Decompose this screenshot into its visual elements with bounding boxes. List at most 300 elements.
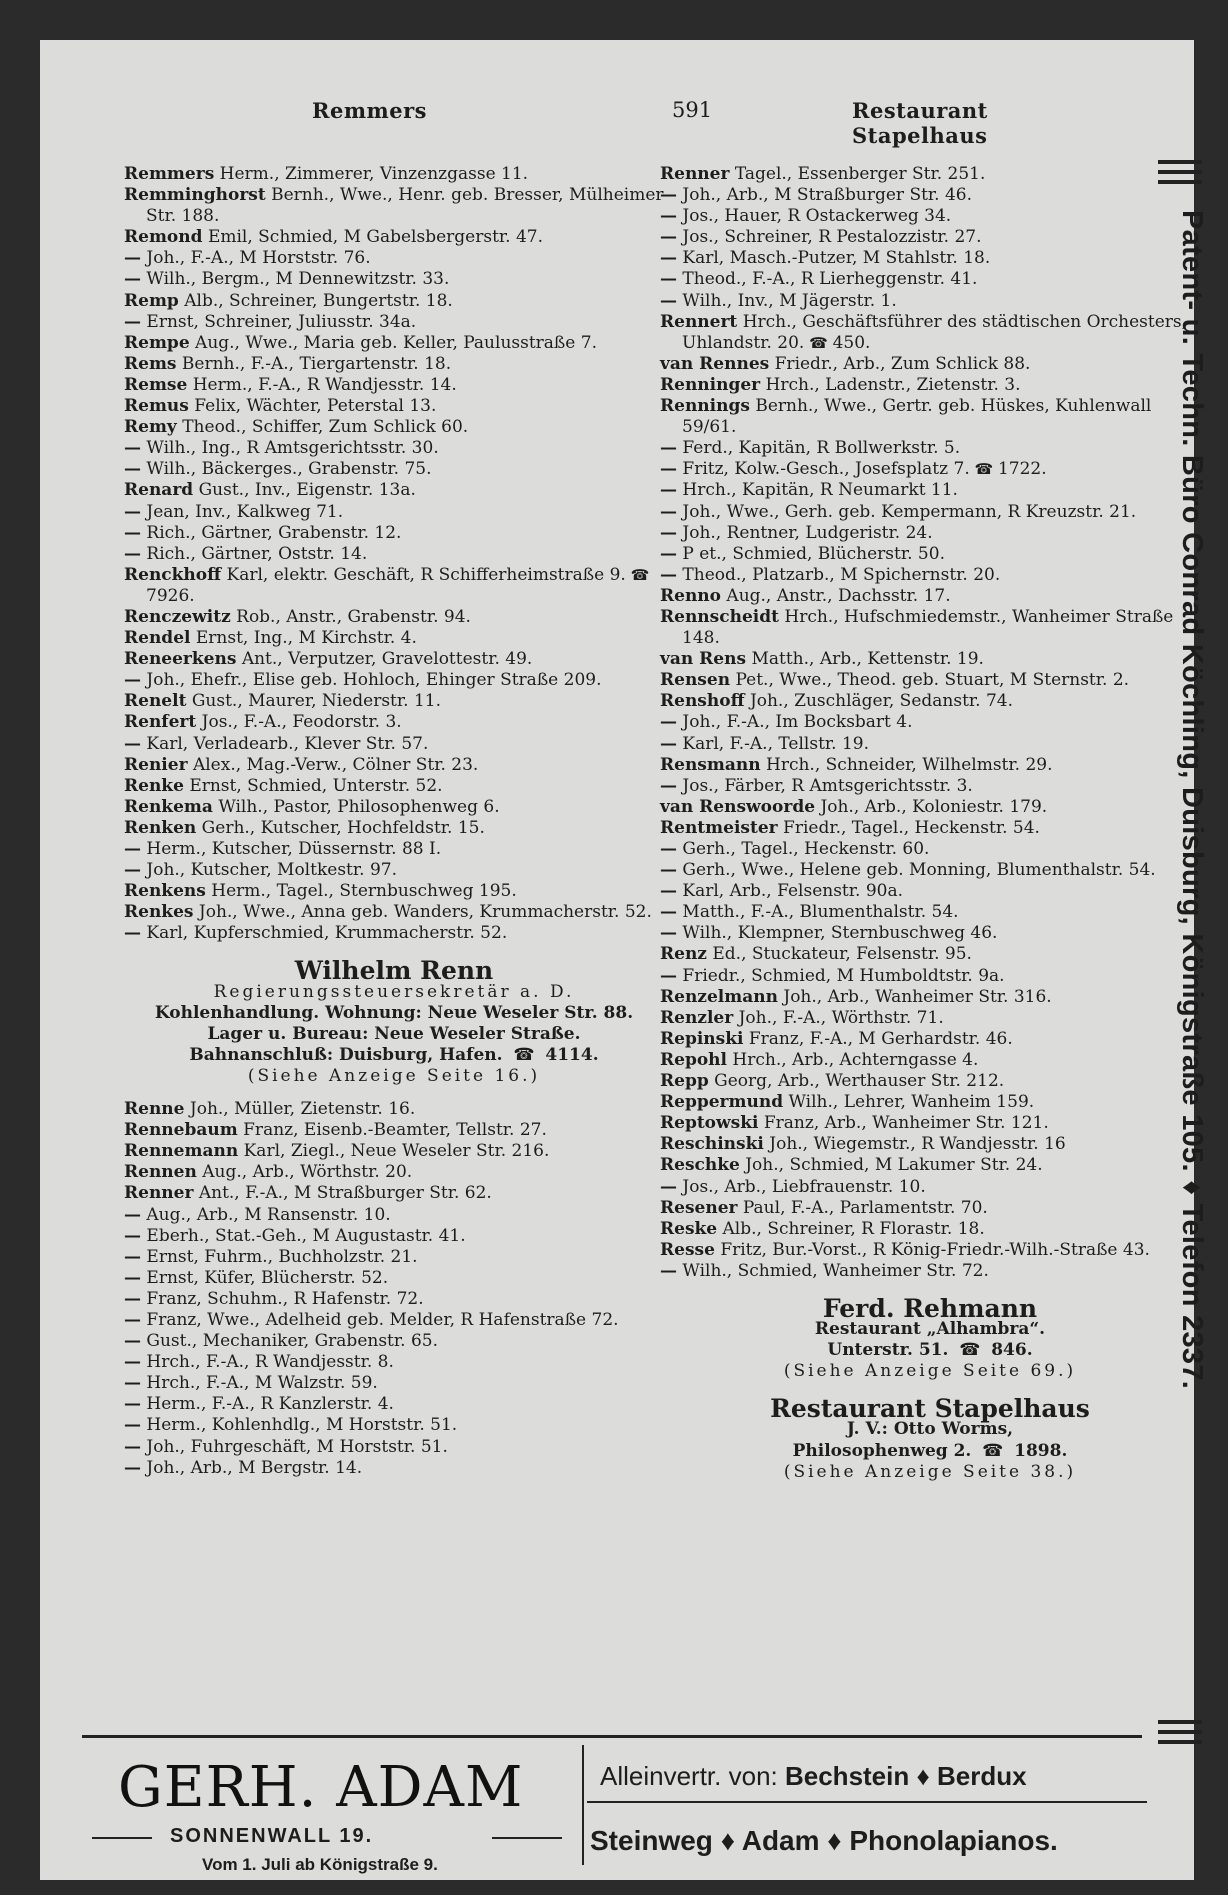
- ad-renn-phone: 4114.: [545, 1044, 599, 1065]
- entry-name: Reschke: [660, 1155, 740, 1176]
- entry-details: Wilh., Schmied, Wanheimer Str. 72.: [682, 1260, 989, 1281]
- right-column: [660, 164, 1200, 1495]
- entry-details: Joh., F.-A., Wörthstr. 71.: [738, 1007, 944, 1028]
- entry-details: Gerh., Wwe., Helene geb. Monning, Blumenthalstr. 54.: [682, 860, 1156, 881]
- entry-details: Pet., Wwe., Theod. geb. Stuart, M Sternstr. 2.: [735, 670, 1130, 691]
- entry-details: Fritz, Bur.-Vorst., R König-Friedr.-Wilh.-Straße 43.: [720, 1239, 1150, 1260]
- entry-name: —: [124, 543, 141, 564]
- entry-name: —: [660, 839, 677, 859]
- list-item: [660, 480, 1200, 501]
- list-item: [124, 396, 664, 417]
- list-item: [124, 923, 664, 944]
- left-entry-list-2: [124, 1099, 664, 1479]
- list-item: [124, 1247, 664, 1268]
- page-number: 591: [672, 98, 713, 122]
- entry-details: Matth., Arb., Kettenstr. 19.: [751, 649, 984, 670]
- entry-name: —: [660, 965, 677, 986]
- entry-details: Ernst, Fuhrm., Buchholzstr. 21.: [146, 1246, 418, 1267]
- divider: [587, 1801, 1147, 1803]
- list-item: [124, 1331, 664, 1352]
- side-ad-text: Patent- u. Techn. Büro Conrad Köchling, Duisburg, Königstraße 105. ♦ Telefon 2337.: [1176, 210, 1208, 1390]
- entry-name: —: [660, 881, 677, 902]
- entry-name: Resener: [660, 1197, 738, 1218]
- list-item: [660, 944, 1200, 965]
- entry-details: Tagel., Essenberger Str. 251.: [734, 164, 986, 184]
- entry-name: Renckhoff: [124, 564, 222, 585]
- ad-stapelhaus-line2: Philosophenweg 2.: [792, 1440, 972, 1461]
- list-item: [660, 1134, 1200, 1155]
- entry-details: Gust., Inv., Eigenstr. 13a.: [198, 480, 416, 501]
- entry-details: Karl, elektr. Geschäft, R Schifferheimstraße 9.: [226, 564, 626, 585]
- entry-details: Joh., Arb., Koloniestr. 179.: [820, 796, 1048, 817]
- entry-details: Alb., Schreiner, R Florastr. 18.: [722, 1218, 985, 1239]
- entry-details: Ernst, Ing., M Kirchstr. 4.: [195, 628, 417, 649]
- entry-details: Joh., Wiegemstr., R Wandjesstr. 16: [769, 1134, 1066, 1155]
- entry-name: Remus: [124, 396, 189, 417]
- entry-name: Renken: [124, 817, 197, 838]
- ad-rehmann-see: (Siehe Anzeige Seite 69.): [783, 1361, 1077, 1382]
- entry-name: —: [660, 248, 677, 269]
- list-item: [660, 523, 1200, 544]
- list-item: [660, 607, 1200, 649]
- list-item: [660, 586, 1200, 607]
- entry-details: Hrch., Hufschmiedemstr., Wanheimer Straße 148.: [682, 606, 1174, 649]
- list-item: [124, 1415, 664, 1436]
- entry-name: Renno: [660, 585, 722, 606]
- list-item: [124, 248, 664, 269]
- left-entry-list: [124, 164, 664, 944]
- entry-name: Rems: [124, 353, 177, 374]
- list-item: [124, 164, 664, 185]
- ad-wilhelm-renn: [124, 956, 664, 1087]
- ad-ferd-rehmann: [660, 1293, 1200, 1382]
- entry-name: Renner: [124, 1183, 194, 1204]
- entry-details: Franz, Eisenb.-Beamter, Tellstr. 27.: [243, 1120, 547, 1141]
- footer-brand: GERH. ADAM: [118, 1755, 524, 1820]
- entry-details: Jean, Inv., Kalkweg 71.: [146, 501, 344, 522]
- entry-name: Repinski: [660, 1028, 744, 1049]
- list-item: [660, 776, 1200, 797]
- list-item: [124, 649, 664, 670]
- entry-details: Alex., Mag.-Verw., Cölner Str. 23.: [192, 754, 479, 775]
- entry-name: —: [124, 1288, 141, 1309]
- list-item: [660, 164, 1200, 185]
- entry-name: Reneerkens: [124, 649, 237, 670]
- entry-phone: 450.: [832, 332, 871, 353]
- list-item: [660, 248, 1200, 269]
- list-item: [660, 1177, 1200, 1198]
- entry-details: Karl, Masch.-Putzer, M Stahlstr. 18.: [682, 248, 991, 269]
- side-advertisement: [1150, 130, 1210, 1780]
- list-item: [660, 839, 1200, 860]
- header-right-keyword: Restaurant Stapelhaus: [852, 98, 988, 148]
- entry-name: —: [124, 839, 141, 859]
- entry-details: Franz, F.-A., M Gerhardstr. 46.: [748, 1028, 1013, 1049]
- entry-name: —: [124, 1394, 141, 1415]
- list-item: [660, 1050, 1200, 1071]
- entry-details: Joh., Wwe., Gerh. geb. Kempermann, R Kreuzstr. 21.: [682, 501, 1137, 522]
- list-item: [124, 1141, 664, 1162]
- entry-details: Wilh., Klempner, Sternbuschweg 46.: [682, 923, 998, 944]
- entry-name: —: [660, 459, 677, 480]
- right-entry-list: [660, 164, 1200, 1282]
- entry-name: —: [124, 733, 141, 754]
- list-item: [124, 1268, 664, 1289]
- entry-name: —: [660, 227, 677, 248]
- list-item: [124, 459, 664, 480]
- entry-details: Ant., F.-A., M Straßburger Str. 62.: [198, 1183, 492, 1204]
- entry-details: Herm., Tagel., Sternbuschweg 195.: [211, 881, 517, 902]
- entry-name: Remy: [124, 417, 177, 438]
- entry-details: Georg, Arb., Werthauser Str. 212.: [714, 1071, 1005, 1092]
- telephone-icon: ☎: [625, 565, 650, 584]
- entry-details: Matth., F.-A., Blumenthalstr. 54.: [682, 902, 959, 923]
- entry-name: —: [124, 438, 141, 459]
- ad-rehmann-name: Ferd. Rehmann: [822, 1293, 1038, 1323]
- entry-name: —: [660, 712, 677, 733]
- entry-name: —: [124, 248, 141, 269]
- list-item: [124, 1226, 664, 1247]
- list-item: [124, 480, 664, 501]
- list-item: [124, 818, 664, 839]
- list-item: [660, 1219, 1200, 1240]
- entry-details: Joh., Ehefr., Elise geb. Hohloch, Ehinger Straße 209.: [146, 670, 602, 691]
- entry-details: Herm., Kohlenhdlg., M Horststr. 51.: [146, 1415, 458, 1436]
- entry-details: Wilh., Ing., R Amtsgerichtsstr. 30.: [146, 438, 439, 459]
- list-item: [660, 712, 1200, 733]
- list-item: [124, 417, 664, 438]
- divider: [492, 1837, 562, 1839]
- entry-details: Herm., Zimmerer, Vinzenzgasse 11.: [219, 164, 529, 184]
- divider: [1158, 180, 1202, 184]
- ad-renn-line2: Lager u. Bureau: Neue Weseler Straße.: [207, 1023, 581, 1044]
- list-item: [660, 1113, 1200, 1134]
- entry-details: Wilh., Lehrer, Wanheim 159.: [788, 1092, 1035, 1113]
- entry-details: Hrch., Kapitän, R Neumarkt 11.: [682, 480, 958, 501]
- entry-name: —: [660, 733, 677, 754]
- header-left-keyword: Remmers: [312, 98, 428, 123]
- entry-name: Rennen: [124, 1162, 197, 1183]
- list-item: [660, 396, 1200, 438]
- entry-details: Herm., Kutscher, Düssernstr. 88 I.: [146, 839, 442, 859]
- directory-page: [40, 40, 1208, 1880]
- ad-renn-line3: Bahnanschluß: Duisburg, Hafen.: [189, 1044, 503, 1065]
- entry-details: Hrch., F.-A., R Wandjesstr. 8.: [146, 1352, 394, 1373]
- list-item: [124, 333, 664, 354]
- list-item: [124, 776, 664, 797]
- list-item: [124, 312, 664, 333]
- entry-details: Wilh., Pastor, Philosophenweg 6.: [218, 796, 500, 817]
- entry-details: Friedr., Tagel., Heckenstr. 54.: [783, 817, 1040, 838]
- entry-details: Jos., Schreiner, R Pestalozzistr. 27.: [682, 227, 982, 248]
- entry-name: —: [660, 923, 677, 944]
- entry-details: Karl, Ziegl., Neue Weseler Str. 216.: [243, 1141, 550, 1162]
- divider: [1158, 1730, 1202, 1734]
- entry-name: —: [660, 564, 677, 585]
- entry-name: Rennebaum: [124, 1120, 238, 1141]
- entry-name: —: [124, 1309, 141, 1330]
- ad-stapelhaus-name: Restaurant Stapelhaus: [770, 1394, 1090, 1424]
- entry-name: van Rennes: [660, 353, 770, 374]
- entry-details: Joh., Arb., Wanheimer Str. 316.: [783, 986, 1052, 1007]
- entry-name: Renz: [660, 944, 707, 965]
- divider: [1158, 160, 1202, 164]
- entry-details: Karl, Verladearb., Klever Str. 57.: [146, 733, 429, 754]
- list-item: [660, 291, 1200, 312]
- list-item: [124, 375, 664, 396]
- list-item: [660, 987, 1200, 1008]
- footer-address: SONNENWALL 19.: [170, 1825, 374, 1847]
- entry-name: —: [660, 1260, 677, 1281]
- entry-details: Karl, F.-A., Tellstr. 19.: [682, 733, 870, 754]
- list-item: [124, 227, 664, 248]
- entry-name: —: [124, 1246, 141, 1267]
- divider: [1158, 1740, 1202, 1744]
- entry-name: Renkema: [124, 796, 213, 817]
- footer-dealer-line-2: Steinweg ♦ Adam ♦ Phonolapianos.: [590, 1825, 1058, 1856]
- entry-name: Rensen: [660, 670, 731, 691]
- list-item: [660, 649, 1200, 670]
- list-item: [124, 628, 664, 649]
- list-item: [660, 185, 1200, 206]
- entry-details: Ant., Verputzer, Gravelottestr. 49.: [241, 649, 533, 670]
- entry-name: Renner: [660, 164, 730, 184]
- list-item: [660, 206, 1200, 227]
- list-item: [660, 459, 1200, 480]
- entry-name: —: [124, 1204, 141, 1225]
- entry-name: Renninger: [660, 374, 761, 395]
- entry-name: Rennert: [660, 311, 738, 332]
- list-item: [660, 227, 1200, 248]
- entry-name: Renzelmann: [660, 986, 778, 1007]
- entry-details: Franz, Schuhm., R Hafenstr. 72.: [146, 1288, 424, 1309]
- list-item: [660, 438, 1200, 459]
- divider: [92, 1837, 152, 1839]
- entry-name: —: [124, 269, 141, 290]
- entry-name: —: [660, 185, 677, 206]
- entry-name: —: [124, 1225, 141, 1246]
- entry-details: Joh., Zuschläger, Sedanstr. 74.: [749, 691, 1014, 712]
- list-item: [660, 1155, 1200, 1176]
- list-item: [124, 291, 664, 312]
- entry-details: Franz, Wwe., Adelheid geb. Melder, R Hafenstraße 72.: [146, 1309, 619, 1330]
- list-item: [660, 1071, 1200, 1092]
- entry-details: Ernst, Schreiner, Juliusstr. 34a.: [146, 311, 417, 332]
- entry-name: —: [124, 1352, 141, 1373]
- entry-details: Karl, Arb., Felsenstr. 90a.: [682, 881, 903, 902]
- entry-details: Theod., Schiffer, Zum Schlick 60.: [182, 417, 469, 438]
- entry-phone: 7926.: [146, 585, 195, 606]
- entry-details: Bernh., F.-A., Tiergartenstr. 18.: [181, 353, 452, 374]
- telephone-icon: ☎: [976, 1440, 1009, 1461]
- entry-details: Hrch., Ladenstr., Zietenstr. 3.: [765, 374, 1021, 395]
- entry-name: Renier: [124, 754, 188, 775]
- entry-name: Remse: [124, 374, 188, 395]
- list-item: [660, 1240, 1200, 1261]
- ad-renn-line1: Kohlenhandlung. Wohnung: Neue Weseler Str. 88.: [154, 1002, 634, 1023]
- ad-renn-title: Regierungssteuersekretär a. D.: [213, 981, 575, 1002]
- entry-name: Reptowski: [660, 1113, 759, 1134]
- list-item: [124, 1162, 664, 1183]
- entry-name: Remp: [124, 290, 179, 311]
- entry-name: Resse: [660, 1239, 715, 1260]
- entry-details: Jos., F.-A., Feodorstr. 3.: [201, 712, 402, 733]
- entry-name: van Renswoorde: [660, 796, 816, 817]
- entry-name: Renzler: [660, 1007, 734, 1028]
- entry-name: Remond: [124, 227, 203, 248]
- entry-name: —: [124, 923, 141, 944]
- list-item: [124, 1205, 664, 1226]
- list-item: [124, 269, 664, 290]
- list-item: [124, 1373, 664, 1394]
- list-item: [660, 818, 1200, 839]
- entry-name: —: [660, 290, 677, 311]
- list-item: [124, 1352, 664, 1373]
- entry-details: Hrch., F.-A., M Walzstr. 59.: [146, 1373, 378, 1394]
- list-item: [660, 565, 1200, 586]
- entry-details: Theod., F.-A., R Lierheggenstr. 41.: [682, 269, 978, 290]
- left-column: [124, 164, 664, 1479]
- telephone-icon: ☎: [804, 333, 833, 352]
- footer-advertisement: [82, 1745, 1146, 1895]
- list-item: [660, 1261, 1200, 1282]
- entry-name: —: [660, 1176, 677, 1197]
- telephone-icon: ☎: [969, 460, 998, 479]
- entry-name: —: [124, 1415, 141, 1436]
- list-item: [660, 902, 1200, 923]
- list-item: [124, 1458, 664, 1479]
- footer-dealer-brands: Bechstein ♦ Berdux: [784, 1761, 1027, 1791]
- entry-details: Rob., Anstr., Grabenstr. 94.: [236, 606, 471, 627]
- entry-name: Reschinski: [660, 1134, 764, 1155]
- list-item: [124, 607, 664, 628]
- entry-details: Ernst, Schmied, Unterstr. 52.: [189, 775, 443, 796]
- list-item: [124, 902, 664, 923]
- entry-name: Renne: [124, 1099, 185, 1120]
- entry-details: Aug., Arb., Wörthstr. 20.: [202, 1162, 413, 1183]
- entry-details: Fritz, Kolw.-Gesch., Josefsplatz 7.: [682, 459, 970, 480]
- list-item: [660, 1092, 1200, 1113]
- list-item: [660, 755, 1200, 776]
- entry-details: Gerh., Kutscher, Hochfeldstr. 15.: [201, 817, 485, 838]
- entry-name: Renkes: [124, 902, 194, 923]
- entry-details: Joh., Arb., M Straßburger Str. 46.: [682, 185, 973, 206]
- divider: [1158, 1720, 1202, 1724]
- entry-name: Repohl: [660, 1049, 727, 1070]
- list-item: [660, 797, 1200, 818]
- entry-details: Gerh., Tagel., Heckenstr. 60.: [682, 839, 930, 859]
- list-item: [124, 544, 664, 565]
- list-item: [124, 1394, 664, 1415]
- entry-name: —: [660, 501, 677, 522]
- entry-name: —: [124, 860, 141, 881]
- telephone-icon: ☎: [953, 1340, 986, 1361]
- list-item: [660, 670, 1200, 691]
- entry-details: Wilh., Bergm., M Dennewitzstr. 33.: [146, 269, 450, 290]
- list-item: [124, 1310, 664, 1331]
- entry-details: Aug., Arb., M Ransenstr. 10.: [146, 1204, 391, 1225]
- entry-details: Herm., F.-A., R Kanzlerstr. 4.: [146, 1394, 394, 1415]
- entry-name: van Rens: [660, 649, 747, 670]
- entry-name: Rennemann: [124, 1141, 239, 1162]
- entry-name: —: [124, 459, 141, 480]
- entry-name: Rennings: [660, 396, 750, 417]
- ad-stapelhaus-phone: 1898.: [1014, 1440, 1068, 1461]
- entry-name: —: [660, 206, 677, 227]
- entry-name: Rensmann: [660, 754, 761, 775]
- list-item: [124, 839, 664, 860]
- list-item: [660, 1198, 1200, 1219]
- entry-details: Alb., Schreiner, Bungertstr. 18.: [184, 290, 453, 311]
- entry-name: —: [124, 1457, 141, 1478]
- entry-details: Gust., Mechaniker, Grabenstr. 65.: [146, 1331, 438, 1352]
- entry-name: —: [124, 501, 141, 522]
- entry-details: Rich., Gärtner, Oststr. 14.: [146, 543, 368, 564]
- list-item: [124, 523, 664, 544]
- entry-name: —: [660, 522, 677, 543]
- list-item: [660, 734, 1200, 755]
- entry-details: Friedr., Schmied, M Humboldtstr. 9a.: [682, 965, 1005, 986]
- entry-name: —: [124, 311, 141, 332]
- list-item: [660, 1008, 1200, 1029]
- list-item: [660, 354, 1200, 375]
- entry-details: Joh., Arb., M Bergstr. 14.: [146, 1457, 363, 1478]
- telephone-icon: ☎: [508, 1044, 540, 1065]
- entry-name: —: [124, 522, 141, 543]
- entry-name: Renard: [124, 480, 194, 501]
- entry-details: Wilh., Bäckerges., Grabenstr. 75.: [146, 459, 432, 480]
- list-item: [124, 712, 664, 733]
- entry-name: Reppermund: [660, 1092, 784, 1113]
- entry-details: Joh., Wwe., Anna geb. Wanders, Krummacherstr. 52.: [198, 902, 652, 923]
- entry-name: —: [660, 543, 677, 564]
- ad-stapelhaus-line1: J. V.: Otto Worms,: [846, 1419, 1014, 1440]
- entry-details: Joh., Rentner, Ludgeristr. 24.: [682, 522, 933, 543]
- entry-details: Emil, Schmied, M Gabelsbergerstr. 47.: [207, 227, 543, 248]
- entry-details: Bernh., Wwe., Gertr. geb. Hüskes, Kuhlenwall 59/61.: [682, 396, 1152, 438]
- list-item: [660, 269, 1200, 290]
- list-item: [660, 860, 1200, 881]
- list-item: [124, 1120, 664, 1141]
- entry-details: Ernst, Küfer, Blücherstr. 52.: [146, 1267, 389, 1288]
- entry-details: Joh., Schmied, M Lakumer Str. 24.: [745, 1155, 1043, 1176]
- entry-details: Hrch., Schneider, Wilhelmstr. 29.: [766, 754, 1053, 775]
- entry-name: Renshoff: [660, 691, 745, 712]
- entry-details: Bernh., Wwe., Henr. geb. Bresser, Mülheimer Str. 188.: [146, 185, 664, 227]
- entry-name: Remminghorst: [124, 185, 266, 206]
- entry-details: Aug., Anstr., Dachsstr. 17.: [726, 585, 951, 606]
- entry-details: Joh., F.-A., M Horststr. 76.: [146, 248, 371, 269]
- entry-name: —: [124, 1331, 141, 1352]
- divider: [1158, 170, 1202, 174]
- entry-details: Ed., Stuckateur, Felsenstr. 95.: [712, 944, 972, 965]
- entry-details: Joh., Müller, Zietenstr. 16.: [189, 1099, 416, 1120]
- list-item: [660, 375, 1200, 396]
- entry-details: Ferd., Kapitän, R Bollwerkstr. 5.: [682, 438, 961, 459]
- entry-name: Rempe: [124, 332, 190, 353]
- ad-renn-name: Wilhelm Renn: [294, 956, 494, 986]
- ad-renn-see: (Siehe Anzeige Seite 16.): [247, 1065, 541, 1086]
- entry-details: Aug., Wwe., Maria geb. Keller, Paulusstraße 7.: [195, 332, 597, 353]
- ad-rehmann-line1: Restaurant „Alhambra“.: [814, 1319, 1046, 1340]
- list-item: [660, 312, 1200, 354]
- ad-rehmann-line2: Unterstr. 51.: [827, 1340, 949, 1361]
- entry-details: Eberh., Stat.-Geh., M Augustastr. 41.: [146, 1225, 466, 1246]
- list-item: [124, 670, 664, 691]
- entry-name: Renelt: [124, 691, 187, 712]
- entry-details: Gust., Maurer, Niederstr. 11.: [191, 691, 441, 712]
- entry-name: —: [660, 438, 677, 459]
